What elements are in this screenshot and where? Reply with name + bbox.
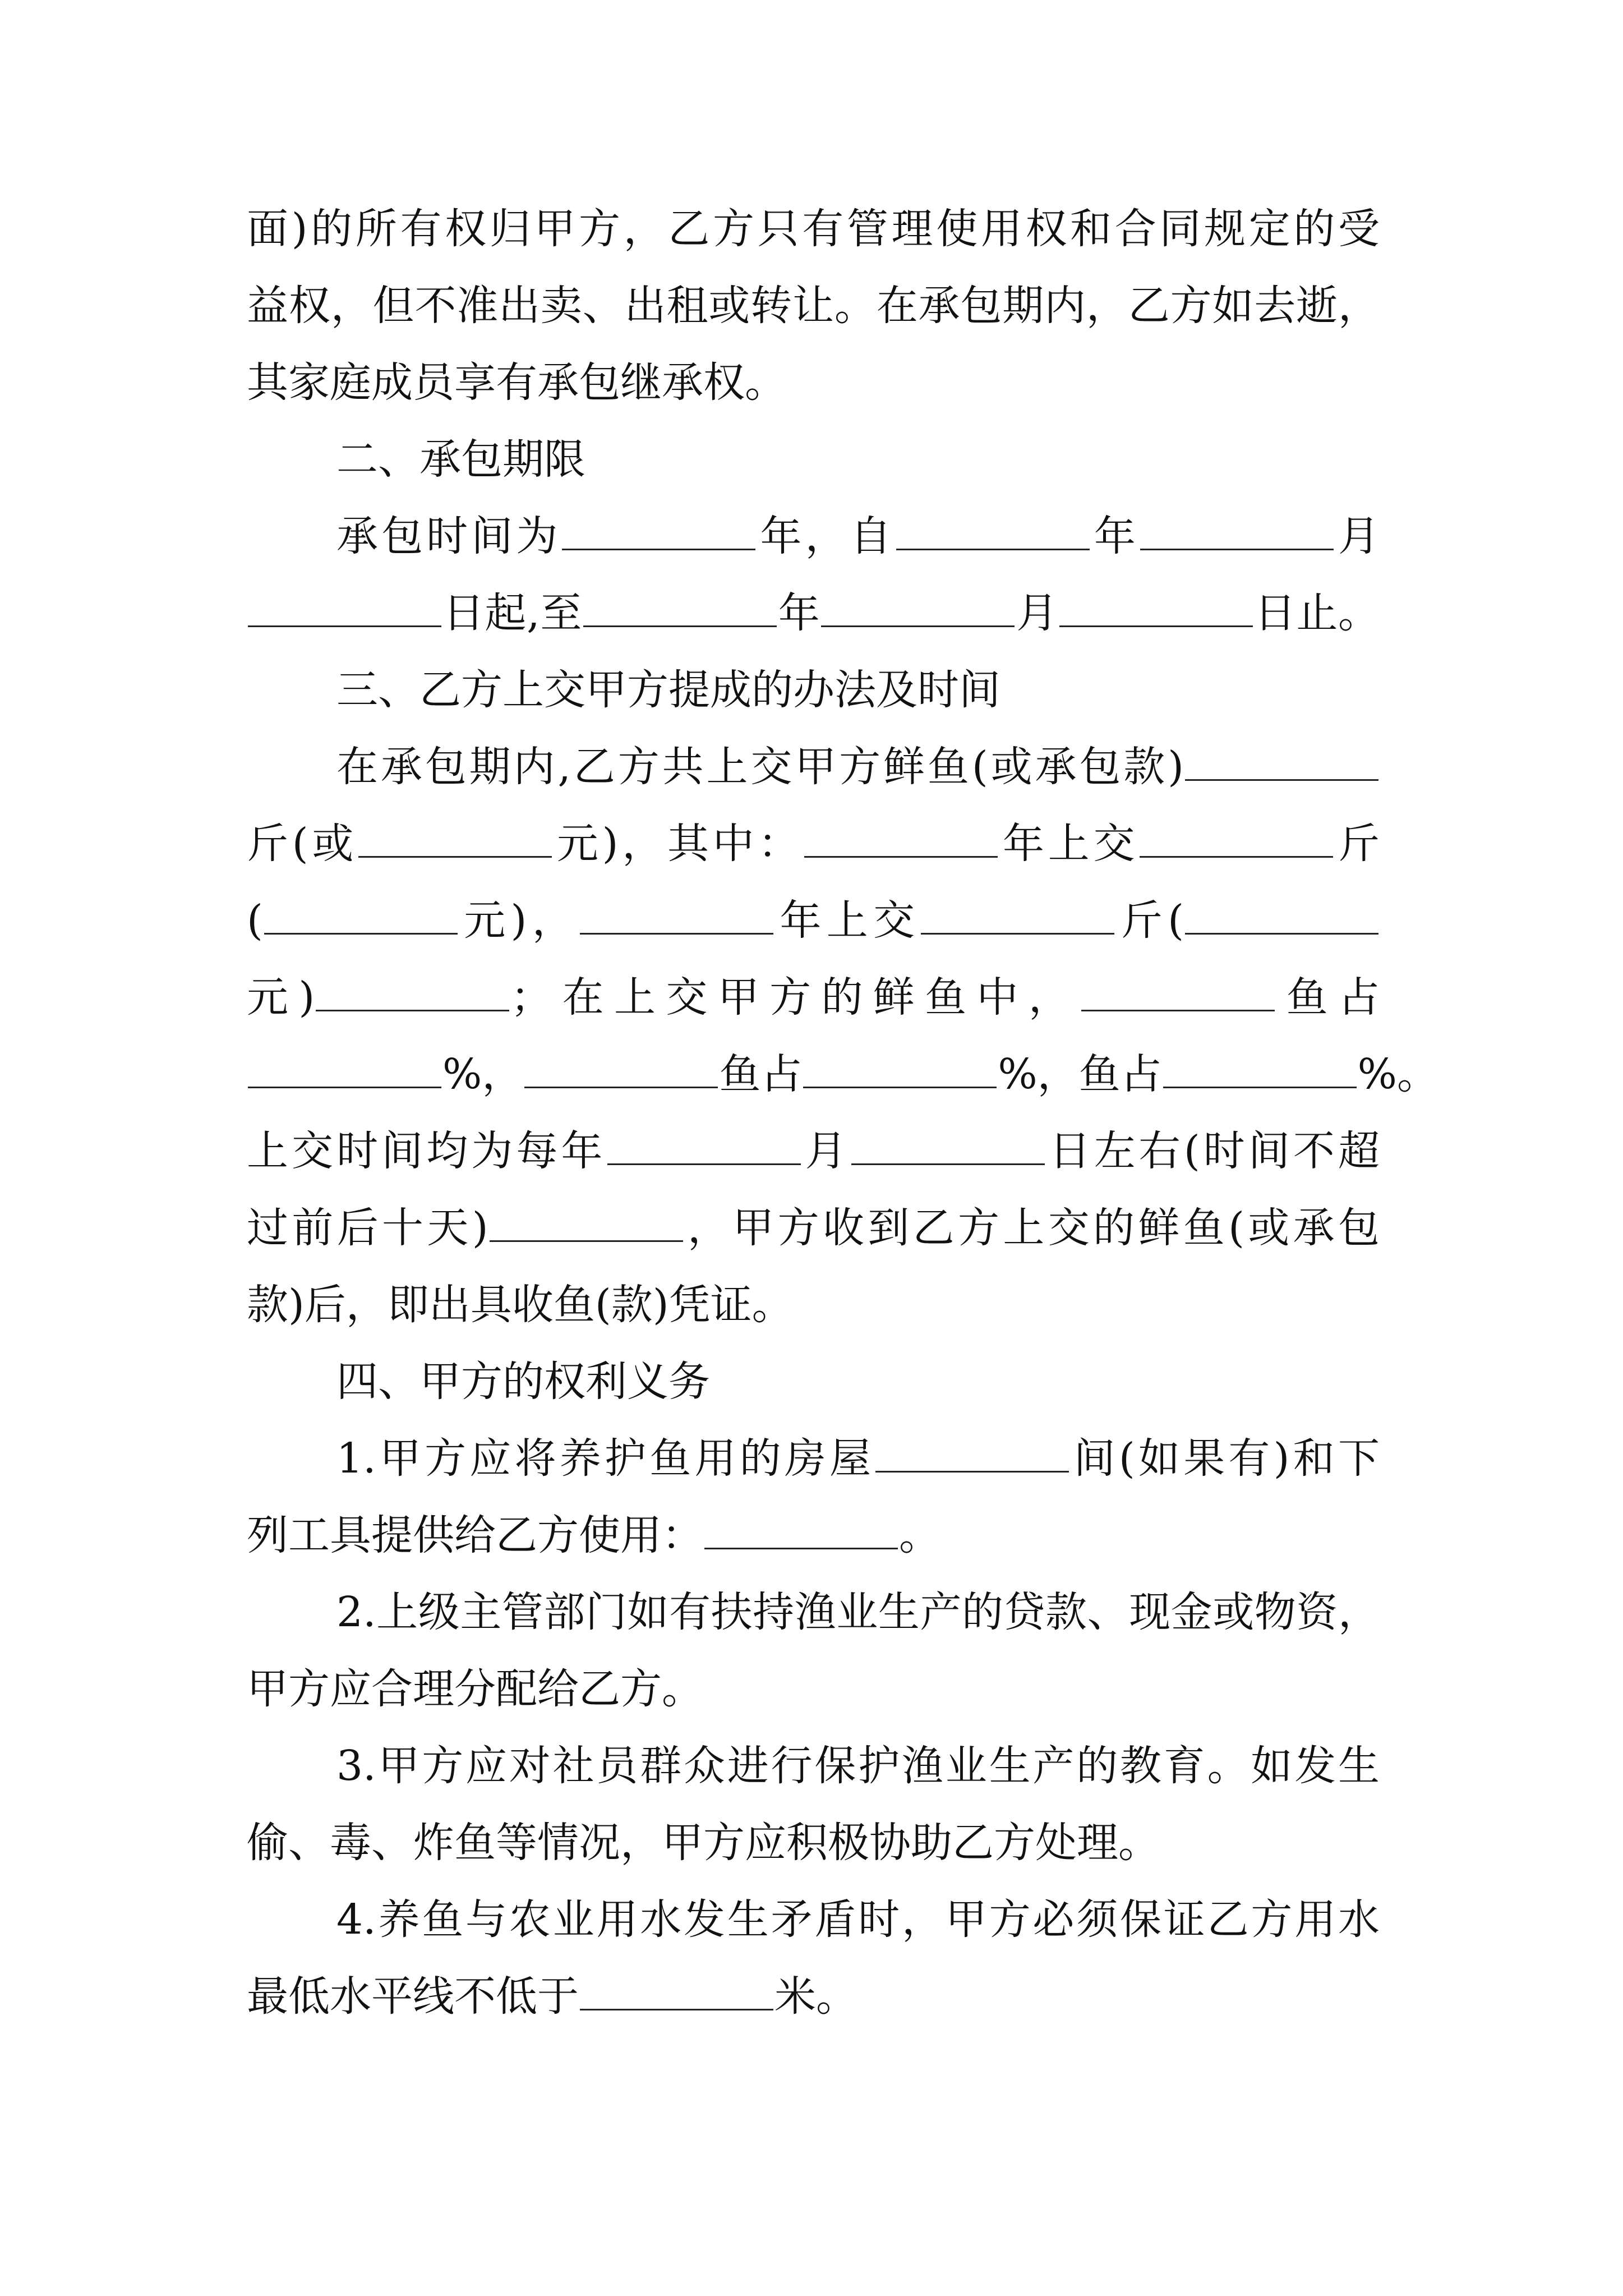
text: 甲方应合理分配给乙方。	[247, 1665, 703, 1713]
paragraph-line	[247, 1728, 1380, 1805]
paragraph-line	[247, 806, 1380, 882]
paragraph-line	[247, 344, 1380, 421]
document-page	[247, 191, 1438, 2035]
paragraph-line	[247, 1113, 1380, 1190]
text: 列工具提供给乙方使用：	[247, 1511, 703, 1559]
text: 其家庭成员享有承包继承权。	[247, 358, 786, 407]
paragraph-line	[247, 1651, 1380, 1728]
fill-in-blank[interactable]	[358, 820, 552, 858]
text: %。	[1357, 1050, 1438, 1098]
heading-text: 二、承包期限	[336, 435, 585, 484]
text: 最低水平线不低于	[247, 1972, 579, 2021]
text: 元)	[247, 973, 315, 1022]
paragraph-line	[247, 729, 1380, 806]
section-heading	[247, 1343, 1380, 1420]
text: 斤(或	[247, 820, 358, 868]
text: 年上交	[999, 820, 1139, 868]
text: ，甲方收到乙方上交的鲜鱼(或承包	[684, 1204, 1380, 1252]
paragraph-line	[247, 1958, 1380, 2035]
paragraph-line	[247, 959, 1380, 1036]
fill-in-blank[interactable]	[851, 1128, 1045, 1165]
text: (	[247, 896, 263, 945]
paragraph-line	[247, 1805, 1380, 1881]
fill-in-blank[interactable]	[1059, 590, 1253, 627]
text: 年，自	[757, 512, 895, 560]
text: 。	[899, 1511, 940, 1559]
fill-in-blank[interactable]	[1185, 743, 1378, 781]
fill-in-blank[interactable]	[704, 1512, 898, 1549]
section-heading	[247, 652, 1380, 729]
fill-in-blank[interactable]	[896, 513, 1090, 550]
text: 1.甲方应将养护鱼用的房屋	[336, 1434, 875, 1483]
paragraph-line	[247, 1574, 1380, 1651]
fill-in-blank[interactable]	[1140, 513, 1334, 550]
paragraph-line	[247, 1190, 1380, 1267]
text: ；在上交甲方的鲜鱼中，	[510, 973, 1081, 1022]
fill-in-blank[interactable]	[1140, 820, 1333, 858]
text: 款)后，即出具收鱼(款)凭证。	[247, 1281, 794, 1329]
fill-in-blank[interactable]	[248, 1051, 441, 1088]
text: 元)，	[458, 896, 579, 945]
fill-in-blank[interactable]	[804, 820, 998, 858]
fill-in-blank[interactable]	[264, 897, 458, 935]
text: 4.养鱼与农业用水发生矛盾时，甲方必须保证乙方用水	[336, 1895, 1380, 1944]
fill-in-blank[interactable]	[316, 974, 509, 1011]
fill-in-blank[interactable]	[562, 513, 755, 550]
text: 间(如果有)和下	[1070, 1434, 1380, 1483]
paragraph-line	[247, 882, 1380, 959]
text: 米。	[774, 1972, 857, 2021]
paragraph-line	[247, 1497, 1380, 1574]
fill-in-blank[interactable]	[580, 1973, 773, 2010]
text: 鱼占	[1276, 973, 1380, 1022]
text: 3.甲方应对社员群众进行保护渔业生产的教育。如发生	[336, 1742, 1380, 1790]
text: 年	[778, 589, 820, 637]
paragraph-line	[247, 1036, 1438, 1113]
fill-in-blank[interactable]	[490, 1204, 683, 1242]
fill-in-blank[interactable]	[1185, 897, 1378, 935]
text: 元)，其中：	[553, 820, 804, 868]
fill-in-blank[interactable]	[1163, 1051, 1357, 1088]
text: 上交时间均为每年	[247, 1127, 606, 1175]
text: 2.上级主管部门如有扶持渔业生产的贷款、现金或物资，	[336, 1588, 1380, 1636]
text: 日止。	[1253, 589, 1380, 637]
fill-in-blank[interactable]	[248, 590, 441, 627]
text: 承包时间为	[336, 512, 561, 560]
fill-in-blank[interactable]	[580, 897, 773, 935]
paragraph-line	[247, 268, 1380, 344]
fill-in-blank[interactable]	[524, 1051, 718, 1088]
fill-in-blank[interactable]	[607, 1128, 801, 1165]
heading-text: 四、甲方的权利义务	[336, 1358, 710, 1406]
fill-in-blank[interactable]	[821, 590, 1015, 627]
text: 益权，但不准出卖、出租或转让。在承包期内，乙方如去逝，	[247, 282, 1380, 330]
section-heading	[247, 421, 1380, 498]
text: 鱼占	[719, 1050, 803, 1098]
fill-in-blank[interactable]	[1081, 974, 1275, 1011]
text: 月	[801, 1127, 850, 1175]
text: %，鱼占	[998, 1050, 1162, 1098]
text: %，	[442, 1050, 524, 1098]
text: 斤(	[1115, 896, 1184, 945]
paragraph-line	[247, 498, 1380, 575]
text: 在承包期内,乙方共上交甲方鲜鱼(或承包款)	[336, 743, 1184, 791]
paragraph-line	[247, 1881, 1380, 1958]
text: 日起,至	[442, 589, 583, 637]
paragraph-line	[247, 191, 1380, 268]
text: 日左右(时间不超	[1045, 1127, 1380, 1175]
text: 过前后十天)	[247, 1204, 488, 1252]
fill-in-blank[interactable]	[921, 897, 1114, 935]
text: 年	[1090, 512, 1139, 560]
text: 年上交	[774, 896, 920, 945]
fill-in-blank[interactable]	[583, 590, 777, 627]
text: 月	[1334, 512, 1380, 560]
fill-in-blank[interactable]	[803, 1051, 997, 1088]
heading-text: 三、乙方上交甲方提成的办法及时间	[336, 666, 1000, 714]
paragraph-line	[247, 1420, 1380, 1497]
text: 偷、毒、炸鱼等情况，甲方应积极协助乙方处理。	[247, 1819, 1160, 1867]
text: 面)的所有权归甲方，乙方只有管理使用权和合同规定的受	[247, 205, 1380, 253]
text: 月	[1016, 589, 1058, 637]
paragraph-line	[247, 575, 1380, 652]
text: 斤	[1334, 820, 1380, 868]
paragraph-line	[247, 1267, 1380, 1343]
fill-in-blank[interactable]	[875, 1435, 1069, 1473]
